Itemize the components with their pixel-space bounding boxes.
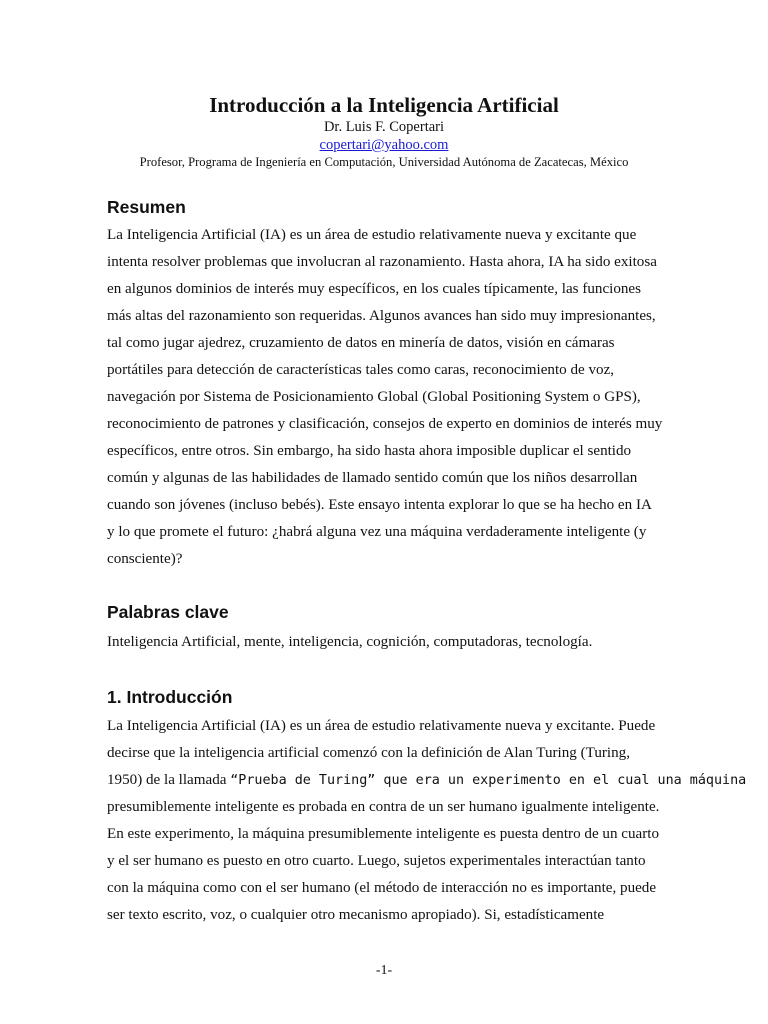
keywords-line: Inteligencia Artificial, mente, inteligencia, cognición, computadoras, tecnología. <box>107 634 593 650</box>
abstract-line: y lo que promete el futuro: ¿habrá alguna vez una máquina verdaderamente inteligente (y <box>107 524 647 540</box>
abstract-line: portátiles para detección de características tales como caras, reconocimiento de voz, <box>107 362 615 378</box>
abstract-line: en algunos dominios de interés muy específicos, en los cuales típicamente, las funciones <box>107 281 642 297</box>
abstract-line: intenta resolver problemas que involucran al razonamiento. Hasta ahora, IA ha sido exitosa <box>107 254 657 270</box>
introduction-line: La Inteligencia Artificial (IA) es un área de estudio relativamente nueva y excitante. Puede <box>107 718 656 734</box>
abstract-line: La Inteligencia Artificial (IA) es un área de estudio relativamente nueva y excitante que <box>107 227 637 243</box>
abstract-line: navegación por Sistema de Posicionamiento Global (Global Positioning System o GPS), <box>107 389 641 405</box>
introduction-line: y el ser humano es puesto en otro cuarto. Luego, sujetos experimentales interactúan tanto <box>107 853 646 869</box>
turing-test-quote: “Prueba de Turing” que era un experimento en el cual una máquina <box>230 773 747 788</box>
abstract-line: consciente)? <box>107 551 183 567</box>
introduction-line: presumiblemente inteligente es probada en contra de un ser humano igualmente inteligente. <box>107 799 660 815</box>
introduction-line-start: 1950) de la llamada <box>107 772 231 788</box>
paper-header <box>0 93 768 171</box>
abstract-line: más altas del razonamiento son requeridas. Algunos avances han sido muy impresionantes, <box>107 308 656 324</box>
author-name: Dr. Luis F. Copertari <box>323 119 445 135</box>
author-affiliation: Profesor, Programa de Ingeniería en Computación, Universidad Autónoma de Zacatecas, México <box>139 155 629 169</box>
introduction-line: En este experimento, la máquina presumiblemente inteligente es puesta dentro de un cuarto <box>107 826 659 842</box>
abstract-line: común y algunas de las habilidades de llamado sentido común que los niños desarrollan <box>107 470 638 486</box>
abstract-paragraph <box>107 222 667 573</box>
paper-title: Introducción a la Inteligencia Artificial <box>209 93 559 117</box>
page-number: -1- <box>375 963 393 978</box>
abstract-line: cuando son jóvenes (incluso bebés). Este ensayo intenta explorar lo que se ha hecho en IA <box>107 497 652 513</box>
introduction-line: decirse que la inteligencia artificial comenzó con la definición de Alan Turing (Turing, <box>107 745 630 761</box>
author-email-link[interactable]: copertari@yahoo.com <box>319 137 449 153</box>
introduction-paragraph <box>107 713 747 929</box>
abstract-line: reconocimiento de patrones y clasificación, consejos de experto en dominios de interés muy <box>107 416 663 432</box>
abstract-line: específicos, entre otros. Sin embargo, ha sido hasta ahora imposible duplicar el sentido <box>107 443 632 459</box>
introduction-line: ser texto escrito, voz, o cualquier otro mecanismo apropiado). Si, estadísticamente <box>107 907 605 923</box>
introduction-line <box>107 767 747 794</box>
abstract-heading: Resumen <box>107 197 186 217</box>
keywords-heading: Palabras clave <box>107 602 229 622</box>
abstract-line: tal como jugar ajedrez, cruzamiento de datos en minería de datos, visión en cámaras <box>107 335 615 351</box>
introduction-heading: 1. Introducción <box>107 687 233 707</box>
keywords-text <box>107 632 667 652</box>
introduction-line: con la máquina como con el ser humano (el método de interacción no es importante, puede <box>107 880 657 896</box>
